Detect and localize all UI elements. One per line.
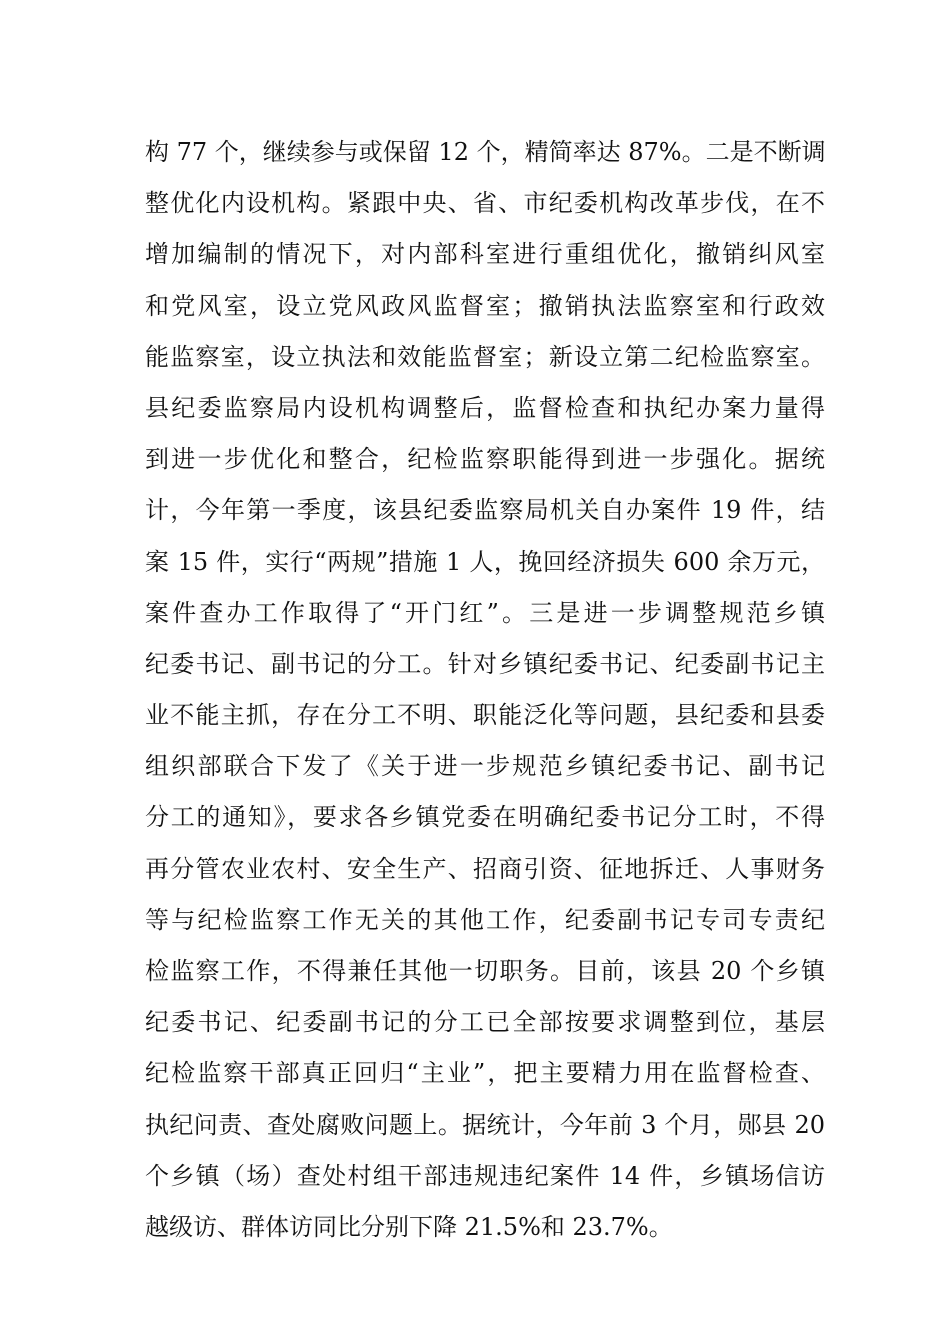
paragraph-line: 分工的通知》，要求各乡镇党委在明确纪委书记分工时，不得 xyxy=(145,803,825,832)
paragraph-line: 能监察室，设立执法和效能监督室；新设立第二纪检监察室。 xyxy=(145,342,825,371)
paragraph-line: 组织部联合下发了《关于进一步规范乡镇纪委书记、副书记 xyxy=(145,752,825,781)
paragraph-line: 越级访、群体访同比分别下降 21.5%和 23.7%。 xyxy=(145,1212,673,1241)
paragraph-line: 案件查办工作取得了“开门红”。三是进一步调整规范乡镇 xyxy=(145,598,825,627)
paragraph-line: 等与纪检监察工作无关的其他工作，纪委副书记专司专责纪 xyxy=(145,905,825,934)
paragraph-line: 和党风室，设立党风政风监督室；撤销执法监察室和行政效 xyxy=(145,291,825,320)
paragraph-line: 构 77 个，继续参与或保留 12 个，精简率达 87%。二是不断调 xyxy=(145,138,826,166)
paragraph-line: 纪委书记、纪委副书记的分工已全部按要求调整到位，基层 xyxy=(145,1008,825,1037)
paragraph-line: 纪委书记、副书记的分工。针对乡镇纪委书记、纪委副书记主 xyxy=(145,649,825,678)
paragraph-line: 整优化内设机构。紧跟中央、省、市纪委机构改革步伐，在不 xyxy=(145,189,825,218)
paragraph-line: 到进一步优化和整合，纪检监察职能得到进一步强化。据统 xyxy=(145,445,825,474)
paragraph-line: 计，今年第一季度，该县纪委监察局机关自办案件 19 件，结 xyxy=(145,496,825,525)
paragraph-line: 再分管农业农村、安全生产、招商引资、征地拆迁、人事财务 xyxy=(145,854,825,883)
paragraph-line: 纪检监察干部真正回归“主业”，把主要精力用在监督检查、 xyxy=(145,1059,825,1088)
body-paragraph xyxy=(145,127,825,1253)
paragraph-line: 执纪问责、查处腐败问题上。据统计，今年前 3 个月，郧县 20 xyxy=(145,1110,825,1139)
paragraph-line: 县纪委监察局内设机构调整后，监督检查和执纪办案力量得 xyxy=(145,393,825,422)
paragraph-line: 增加编制的情况下，对内部科室进行重组优化，撤销纠风室 xyxy=(145,240,825,269)
paragraph-line: 业不能主抓，存在分工不明、职能泛化等问题，县纪委和县委 xyxy=(145,701,825,730)
paragraph-line: 检监察工作，不得兼任其他一切职务。目前，该县 20 个乡镇 xyxy=(145,957,825,985)
paragraph-line: 案 15 件，实行“两规”措施 1 人，挽回经济损失 600 余万元， xyxy=(145,547,825,576)
paragraph-line: 个乡镇（场）查处村组干部违规违纪案件 14 件，乡镇场信访 xyxy=(145,1161,825,1190)
